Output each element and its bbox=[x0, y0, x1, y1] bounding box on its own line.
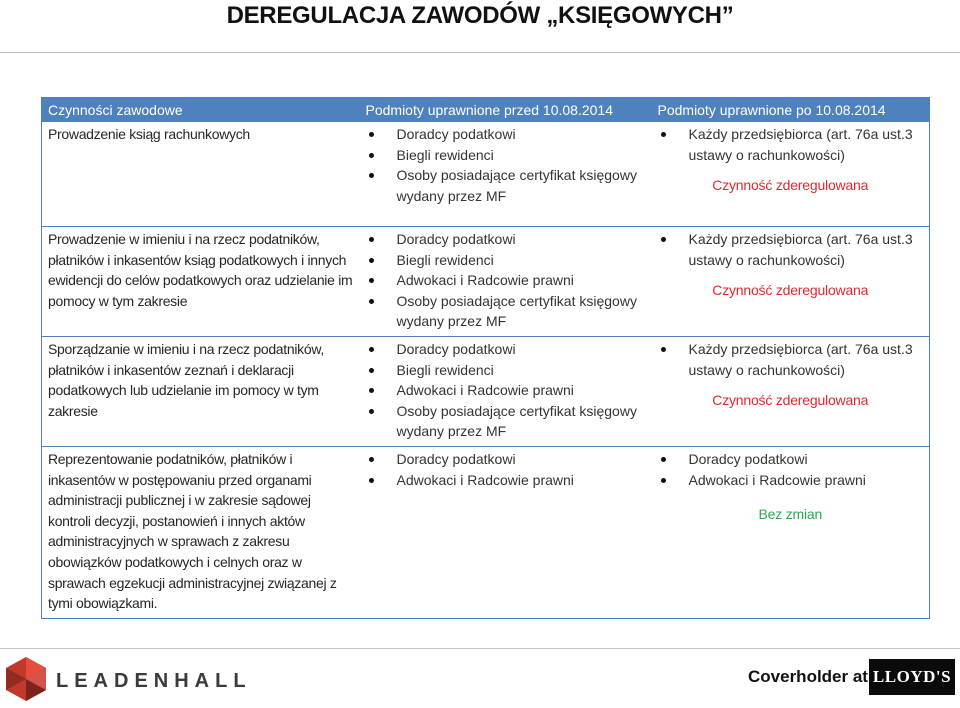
status-note: Czynność zderegulowana bbox=[712, 392, 869, 409]
activity-text: Reprezentowanie podatników, płatników i inkasentów w postępowaniu przed organami administracji publicznej i w zakresie sądowej kontroli decyzji, postanowień i innych aktów administracyjnych w sprawach z zakresu obowiązków podatkowych i celnych oraz w sprawach egzekucji administracyjnej związanej z tymi obowiązkami. bbox=[48, 450, 337, 612]
table-header-row bbox=[42, 98, 930, 122]
bullet-icon bbox=[369, 368, 374, 373]
list-item: Biegli rewidenci bbox=[366, 145, 646, 166]
activity-cell bbox=[42, 336, 360, 446]
before-cell bbox=[360, 446, 652, 618]
before-cell bbox=[360, 122, 652, 227]
activity-cell bbox=[42, 446, 360, 618]
list-item: Doradcy podatkowi bbox=[366, 449, 646, 470]
page-title: DEREGULACJA ZAWODÓW „KSIĘGOWYCH” bbox=[226, 2, 734, 29]
bullet-icon bbox=[369, 278, 374, 283]
coverholder-text: Coverholder at bbox=[748, 667, 868, 686]
bullet-icon bbox=[369, 237, 374, 242]
bullet-icon bbox=[369, 258, 374, 263]
list-item: Doradcy podatkowi bbox=[658, 449, 924, 470]
list-item: Każdy przedsiębiorca (art. 76a ust.3 ustawy o rachunkowości) bbox=[658, 229, 924, 270]
bullet-icon bbox=[369, 409, 374, 414]
activity-text: Sporządzanie w imieniu i na rzecz podatników, płatników i inkasentów zeznań i deklaracji podatkowych lub udzielanie im pomocy w tym zakresie bbox=[48, 340, 324, 419]
table-row bbox=[42, 122, 930, 227]
status-note: Bez zmian bbox=[758, 506, 823, 523]
list-item: Biegli rewidenci bbox=[366, 250, 646, 271]
header-before: Podmioty uprawnione przed 10.08.2014 bbox=[360, 98, 652, 122]
brand-name: LEADENHALL bbox=[56, 670, 252, 692]
bullet-icon bbox=[369, 153, 374, 158]
list-item: Biegli rewidenci bbox=[366, 360, 646, 381]
deregulation-table bbox=[41, 97, 930, 619]
title-divider bbox=[0, 52, 960, 53]
bullet-icon bbox=[369, 173, 374, 178]
table-row bbox=[42, 227, 930, 337]
status-note: Czynność zderegulowana bbox=[712, 282, 869, 299]
table-row bbox=[42, 446, 930, 618]
list-item: Osoby posiadające certyfikat księgowy wydany przez MF bbox=[366, 165, 646, 206]
status-note: Czynność zderegulowana bbox=[712, 177, 869, 194]
bullet-icon bbox=[369, 347, 374, 352]
activity-cell bbox=[42, 227, 360, 337]
bullet-icon bbox=[661, 457, 666, 462]
lloyds-logo: LLOYD'S bbox=[869, 659, 955, 695]
list-item: Adwokaci i Radcowie prawni bbox=[658, 470, 924, 491]
activity-text: Prowadzenie ksiąg rachunkowych bbox=[48, 126, 250, 142]
list-item: Doradcy podatkowi bbox=[366, 229, 646, 250]
after-cell bbox=[652, 336, 930, 446]
activity-text: Prowadzenie w imieniu i na rzecz podatników, płatników i inkasentów ksiąg podatkowych i innych ewidencji do celów podatkowych oraz udzielanie im pomocy w tym zakresie bbox=[48, 231, 353, 309]
bullet-icon bbox=[661, 237, 666, 242]
bullet-icon bbox=[369, 457, 374, 462]
bullet-icon bbox=[369, 132, 374, 137]
after-cell bbox=[652, 227, 930, 337]
list-item: Doradcy podatkowi bbox=[366, 339, 646, 360]
list-item: Adwokaci i Radcowie prawni bbox=[366, 470, 646, 491]
bullet-icon bbox=[369, 478, 374, 483]
footer-divider bbox=[0, 648, 960, 649]
header-after: Podmioty uprawnione po 10.08.2014 bbox=[652, 98, 930, 122]
activity-cell bbox=[42, 122, 360, 227]
table-row bbox=[42, 336, 930, 446]
before-cell bbox=[360, 227, 652, 337]
list-item: Adwokaci i Radcowie prawni bbox=[366, 380, 646, 401]
list-item: Osoby posiadające certyfikat księgowy wydany przez MF bbox=[366, 291, 646, 332]
list-item: Każdy przedsiębiorca (art. 76a ust.3 ustawy o rachunkowości) bbox=[658, 124, 924, 165]
list-item: Doradcy podatkowi bbox=[366, 124, 646, 145]
after-cell bbox=[652, 122, 930, 227]
bullet-icon bbox=[661, 478, 666, 483]
list-item: Każdy przedsiębiorca (art. 76a ust.3 ustawy o rachunkowości) bbox=[658, 339, 924, 380]
list-item: Adwokaci i Radcowie prawni bbox=[366, 270, 646, 291]
bullet-icon bbox=[369, 388, 374, 393]
bullet-icon bbox=[369, 299, 374, 304]
before-cell bbox=[360, 336, 652, 446]
header-activities: Czynności zawodowe bbox=[42, 98, 360, 122]
leadenhall-logo-icon bbox=[4, 655, 48, 703]
bullet-icon bbox=[661, 132, 666, 137]
list-item: Osoby posiadające certyfikat księgowy wydany przez MF bbox=[366, 401, 646, 442]
after-cell bbox=[652, 446, 930, 618]
bullet-icon bbox=[661, 347, 666, 352]
